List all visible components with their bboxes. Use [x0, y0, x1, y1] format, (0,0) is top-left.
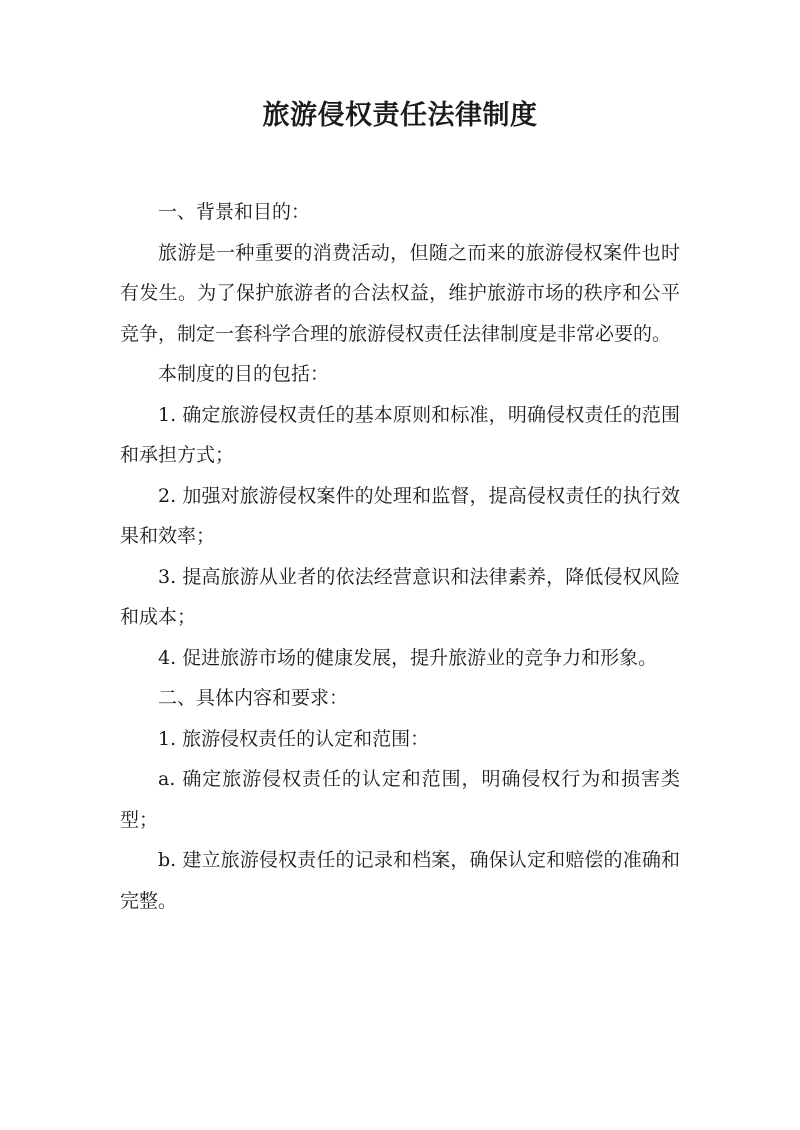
paragraph-purpose-lead: 本制度的目的包括：: [158, 363, 330, 385]
section-heading-content: 二、具体内容和要求：: [158, 687, 349, 709]
document-title: 旅游侵权责任法律制度: [262, 100, 538, 131]
section-heading-background: 一、背景和目的：: [158, 201, 311, 223]
list-item-purpose-2: 2. 加强对旅游侵权案件的处理和监督，提高侵权责任的执行效果和效率；: [120, 484, 680, 547]
subsection-heading-scope: 1. 旅游侵权责任的认定和范围：: [158, 727, 430, 750]
paragraph-intro: 旅游是一种重要的消费活动，但随之而来的旅游侵权案件也时有发生。为了保护旅游者的合法权益，维护旅游市场的秩序和公平竞争，制定一套科学合理的旅游侵权责任法律制度是非常必要的。: [120, 241, 680, 345]
list-item-scope-b: b. 建立旅游侵权责任的记录和档案，确保认定和赔偿的准确和完整。: [120, 849, 680, 912]
list-item-purpose-4: 4. 促进旅游市场的健康发展，提升旅游业的竞争力和形象。: [158, 646, 658, 669]
list-item-scope-a: a. 确定旅游侵权责任的认定和范围，明确侵权行为和损害类型；: [120, 768, 680, 831]
list-item-purpose-3: 3. 提高旅游从业者的依法经营意识和法律素养，降低侵权风险和成本；: [120, 565, 680, 628]
list-item-purpose-1: 1. 确定旅游侵权责任的基本原则和标准，明确侵权责任的范围和承担方式；: [120, 403, 680, 466]
